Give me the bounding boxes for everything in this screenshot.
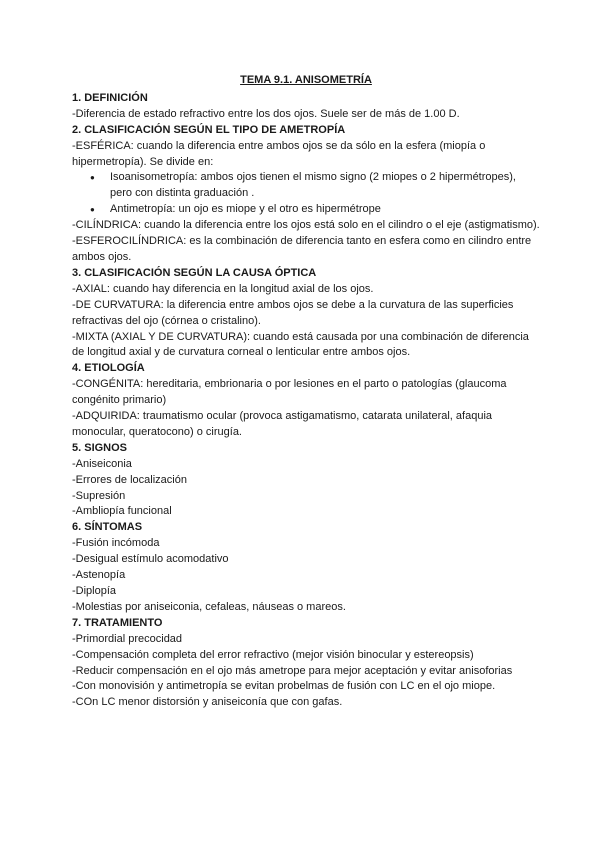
section-heading-clasificacion-ametropia: 2. CLASIFICACIÓN SEGÚN EL TIPO DE AMETROPÍA [72,123,346,136]
bullet-item: ● Antimetropía: un ojo es miope y el otro es hipermétrope [110,202,540,218]
list-line: -COn LC menor distorsión y aniseiconía que con gafas. [72,696,343,709]
paragraph: -Diferencia de estado refractivo entre los dos ojos. Suele ser de más de 1.00 D. [72,107,460,120]
bullet-list [72,170,540,218]
section-heading-causa-optica: 3. CLASIFICACIÓN SEGÚN LA CAUSA ÓPTICA [72,266,317,279]
list-line: -Compensación completa del error refractivo (mejor visión binocular y estereopsis) [72,648,474,661]
bullet-item: ● Isoanisometropía: ambos ojos tienen el mismo signo (2 miopes o 2 hipermétropes), pero con distinta graduación . [110,170,540,202]
section-heading-etiologia: 4. ETIOLOGÍA [72,362,145,375]
list-line: -Errores de localización [72,473,187,486]
list-line: -Con monovisión y antimetropía se evitan probelmas de fusión con LC en el ojo miope. [72,680,496,693]
document-title: TEMA 9.1. ANISOMETRÍA [240,74,372,86]
list-line: -Reducir compensación en el ojo más ametrope para mejor aceptación y evitar anisoforias [72,664,513,677]
section-heading-definicion: 1. DEFINICIÓN [72,91,148,104]
paragraph: -ADQUIRIDA: traumatismo ocular (provoca astigamatismo, catarata unilateral, afaquia monocular, queratocono) o cirugía. [72,410,493,438]
list-line: -Astenopía [72,569,126,582]
paragraph: -AXIAL: cuando hay diferencia en la longitud axial de los ojos. [72,282,374,295]
list-line: -Ambliopía funcional [72,505,172,518]
list-line: -Primordial precocidad [72,632,183,645]
list-line: -Supresión [72,489,126,502]
section-heading-sintomas: 6. SÍNTOMAS [72,521,143,534]
paragraph: -ESFEROCILÍNDRICA: es la combinación de diferencia tanto en esfera como en cilindro entre ambos ojos. [72,235,532,263]
section-heading-signos: 5. SIGNOS [72,441,128,454]
list-line: -Diplopía [72,585,117,597]
paragraph: -ESFÉRICA: cuando la diferencia entre ambos ojos se da sólo en la esfera (miopía o hipermetropía). Se divide en: [72,139,486,168]
list-line: -Aniseiconia [72,457,132,470]
section-heading-tratamiento: 7. TRATAMIENTO [72,616,163,629]
paragraph: -DE CURVATURA: la diferencia entre ambos ojos se debe a la curvatura de las superficies refractivas del ojo (córnea o cristalino). [72,298,514,327]
paragraph: -MIXTA (AXIAL Y DE CURVATURA): cuando está causada por una combinación de diferencia de longitud axial y de curvatura corneal o lenticular entre ambos ojos. [72,330,529,359]
list-line: -Molestias por aniseiconia, cefaleas, náuseas o mareos. [72,600,346,613]
list-line: -Desigual estímulo acomodativo [72,553,229,566]
paragraph: -CILÍNDRICA: cuando la diferencia entre los ojos está solo en el cilindro o el eje (astigmatismo). [72,219,540,232]
list-line: -Fusión incómoda [72,537,160,550]
paragraph: -CONGÉNITA: hereditaria, embrionaria o por lesiones en el parto o patologías (glaucoma congénito primario) [72,378,507,407]
